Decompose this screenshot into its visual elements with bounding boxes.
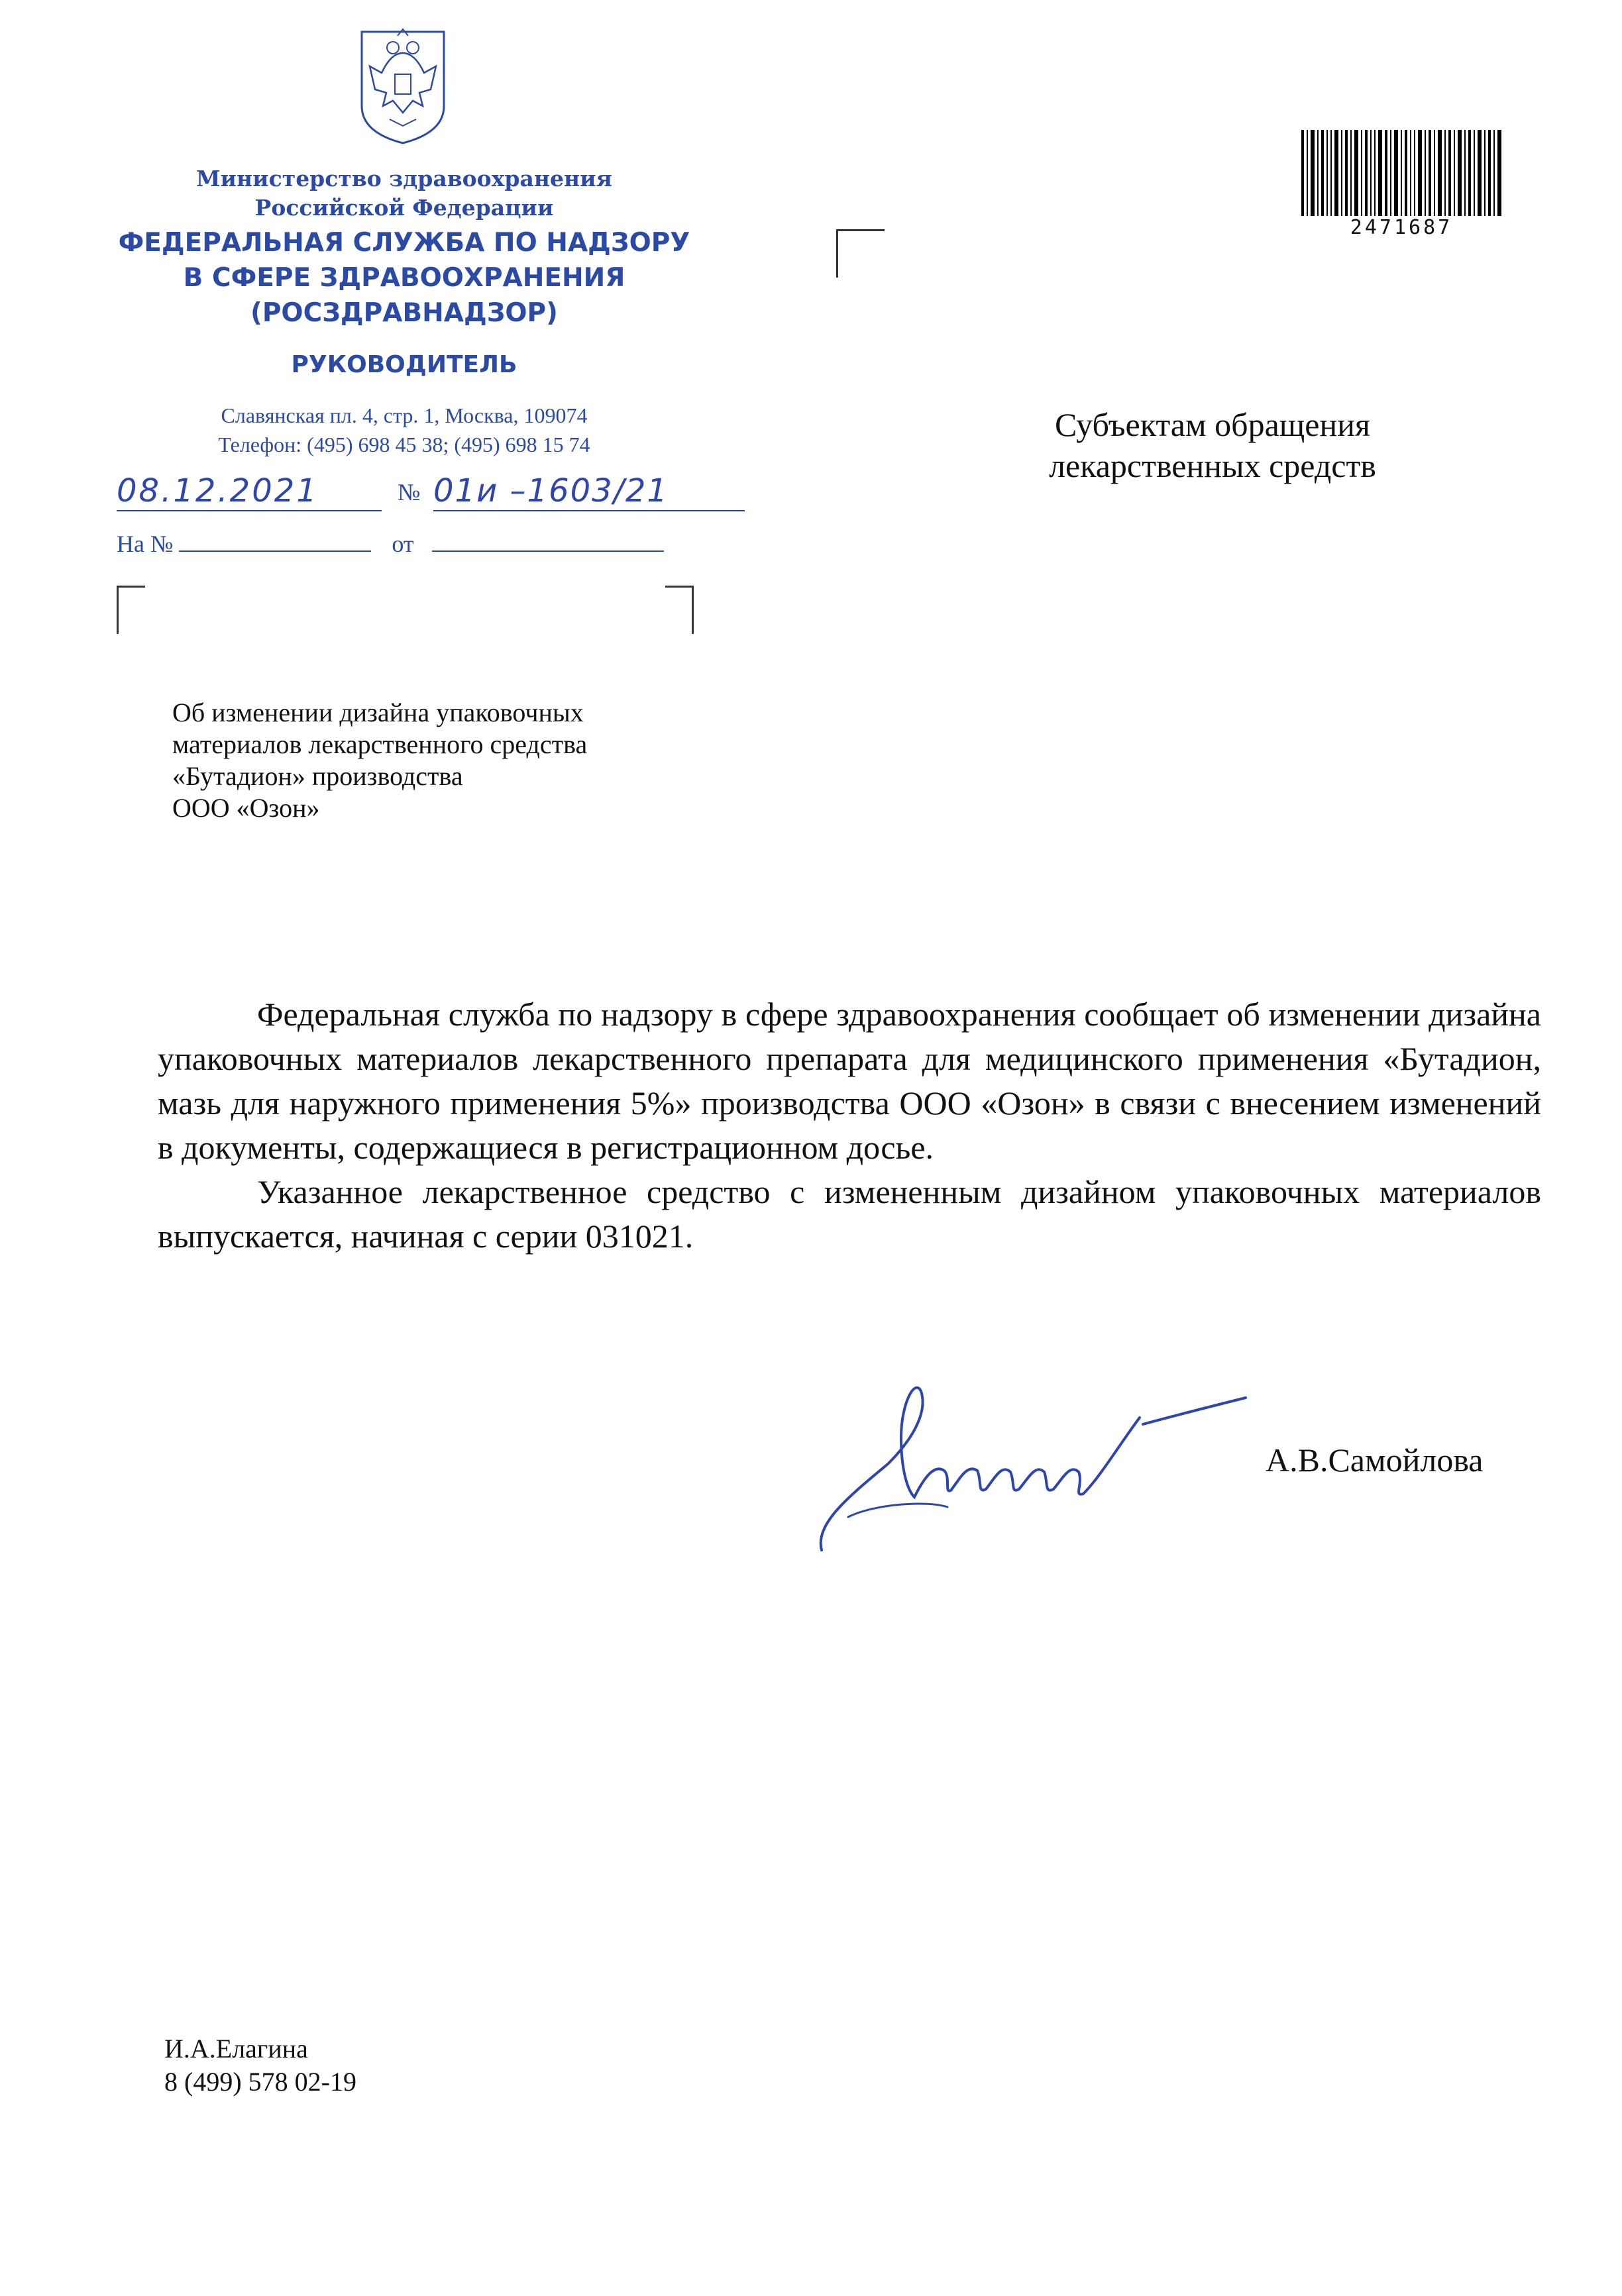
- reply-date-blank: [432, 531, 664, 552]
- signer-name: А.В.Самойлова: [1266, 1441, 1484, 1479]
- reply-reference-line: На № от: [117, 530, 664, 558]
- registration-number: 01и –1603/21: [433, 472, 745, 511]
- body-paragraph: Указанное лекарственное средство с измененным дизайном упаковочных материалов выпускается, начиная с серии 031021.: [158, 1173, 1541, 1255]
- barcode-number: 2471687: [1350, 216, 1453, 239]
- executor-phone: 8 (499) 578 02-19: [164, 2067, 356, 2097]
- ministry-name: Министерство здравоохранения Российской Федерации: [196, 166, 612, 221]
- barcode-icon: [1301, 130, 1501, 216]
- corner-mark: [117, 586, 145, 634]
- handwritten-signature: [808, 1365, 1259, 1563]
- corner-mark: [665, 586, 694, 634]
- addressee: Субъектам обращения лекарственных средств: [1049, 406, 1376, 484]
- registration-date: 08.12.2021: [117, 472, 382, 511]
- coat-of-arms-icon: [356, 26, 449, 146]
- agency-address: Славянская пл. 4, стр. 1, Москва, 109074 Телефон: (495) 698 45 38; (495) 698 15 74: [218, 403, 590, 456]
- executor-name: И.А.Елагина: [164, 2034, 308, 2063]
- agency-name: ФЕДЕРАЛЬНАЯ СЛУЖБА ПО НАДЗОРУ В СФЕРЕ ЗДРАВООХРАНЕНИЯ (РОСЗДРАВНАДЗОР): [118, 228, 690, 328]
- head-title: РУКОВОДИТЕЛЬ: [291, 351, 517, 378]
- corner-mark: [836, 229, 885, 278]
- executor-info: [164, 2032, 356, 2099]
- reply-number-blank: [179, 531, 371, 552]
- number-label: №: [398, 479, 421, 505]
- body-paragraph: Федеральная служба по надзору в сфере здравоохранения сообщает об изменении дизайна упаковочных материалов лекарственного препарата для медицинского применения «Бутадион, мазь для наружного применения 5%» производства ООО «Озон» в связи с внесением изменений в документы, содержащиеся в регистрационном досье.: [158, 996, 1541, 1166]
- registration-line: [117, 472, 779, 511]
- letter-body: [158, 992, 1541, 1259]
- letter-subject: Об изменении дизайна упаковочных материалов лекарственного средства «Бутадион» производства ООО «Озон»: [172, 698, 588, 823]
